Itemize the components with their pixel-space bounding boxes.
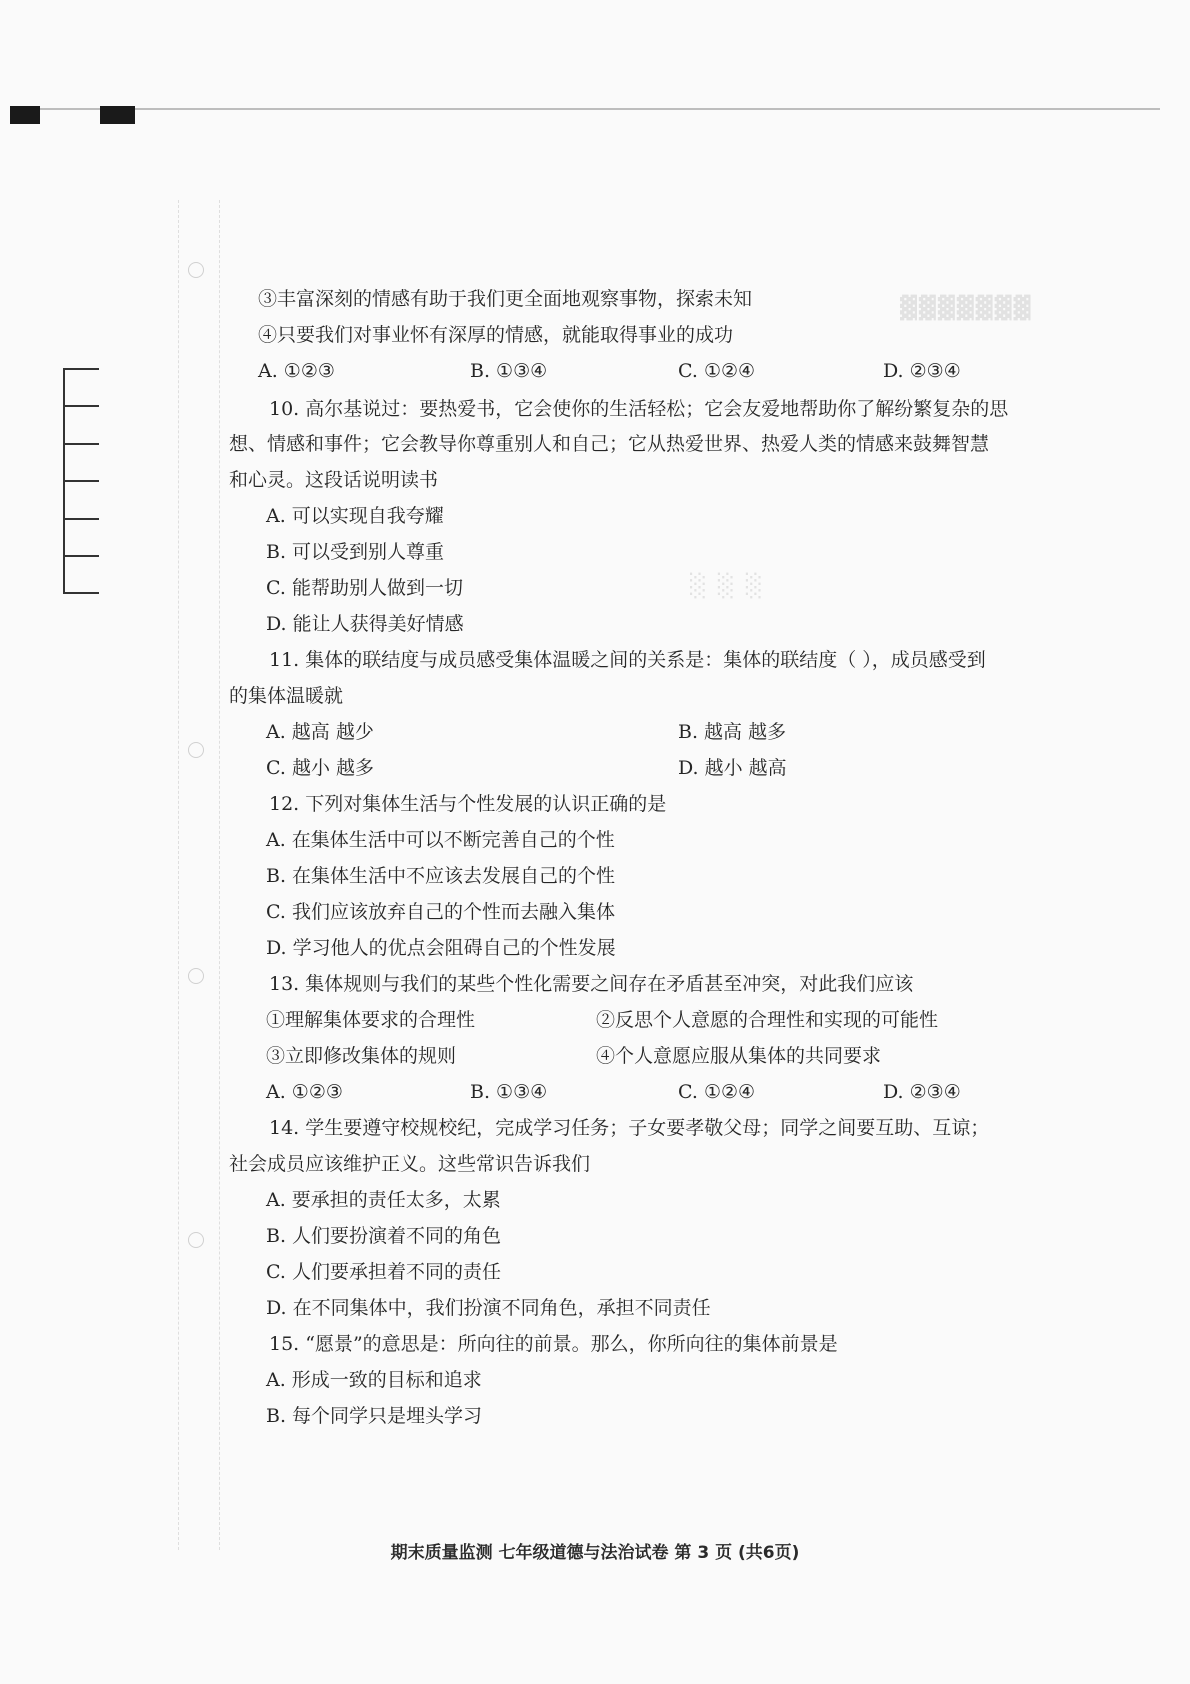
q14-choice-c: C. 人们要承担着不同的责任 <box>266 1261 501 1283</box>
q10-choice-a: A. 可以实现自我夸耀 <box>266 505 444 527</box>
q13-choice-b: B. ①③④ <box>470 1081 548 1103</box>
q10-choice-b: B. 可以受到别人尊重 <box>266 541 445 563</box>
q9-choice-b: B. ①③④ <box>470 360 548 382</box>
binding-hole <box>188 262 204 278</box>
q12-choice-b: B. 在集体生活中不应该去发展自己的个性 <box>266 865 616 887</box>
q12-choice-a: A. 在集体生活中可以不断完善自己的个性 <box>266 829 615 851</box>
q15-choice-a: A. 形成一致的目标和追求 <box>266 1369 482 1391</box>
q15-stem: 15. “愿景”的意思是：所向往的前景。那么，你所向往的集体前景是 <box>269 1333 838 1355</box>
q13-choice-c: C. ①②④ <box>678 1081 756 1103</box>
q11-stem-cont: 的集体温暖就 <box>229 685 344 707</box>
q14-choice-d: D. 在不同集体中，我们扮演不同角色，承担不同责任 <box>266 1297 711 1319</box>
q11-choice-a: A. 越高 越少 <box>266 721 374 743</box>
registration-mark-left <box>10 106 40 124</box>
q9-choice-c: C. ①②④ <box>678 360 756 382</box>
q13-option-3: ③立即修改集体的规则 <box>266 1045 457 1067</box>
q12-stem: 12. 下列对集体生活与个性发展的认识正确的是 <box>269 793 667 815</box>
binding-margin <box>178 200 220 1550</box>
q13-stem: 13. 集体规则与我们的某些个性化需要之间存在矛盾甚至冲突，对此我们应该 <box>269 973 914 995</box>
option-3-text: ③丰富深刻的情感有助于我们更全面地观察事物，探索未知 <box>258 288 753 310</box>
q13-choice-d: D. ②③④ <box>883 1081 961 1103</box>
q9-choice-a: A. ①②③ <box>258 360 335 382</box>
q14-stem: 14. 学生要遵守校规校纪，完成学习任务；子女要孝敬父母；同学之间要互助、互谅； <box>269 1117 990 1139</box>
score-box-bracket <box>63 368 99 594</box>
q11-choice-c: C. 越小 越多 <box>266 757 374 779</box>
q14-choice-a: A. 要承担的责任太多，太累 <box>266 1189 501 1211</box>
binding-hole <box>188 742 204 758</box>
scan-top-rule <box>10 108 1160 110</box>
registration-mark-right <box>100 106 135 124</box>
q14-choice-b: B. 人们要扮演着不同的角色 <box>266 1225 502 1247</box>
option-4-text: ④只要我们对事业怀有深厚的情感，就能取得事业的成功 <box>258 324 734 346</box>
q11-stem: 11. 集体的联结度与成员感受集体温暖之间的关系是：集体的联结度（ ），成员感受到 <box>269 649 986 671</box>
q10-stem: 10. 高尔基说过：要热爱书，它会使你的生活轻松；它会友爱地帮助你了解纷繁复杂的思 <box>269 398 1009 420</box>
q10-choice-d: D. 能让人获得美好情感 <box>266 613 464 635</box>
q10-choice-c: C. 能帮助别人做到一切 <box>266 577 463 599</box>
q12-choice-c: C. 我们应该放弃自己的个性而去融入集体 <box>266 901 615 923</box>
binding-hole <box>188 1232 204 1248</box>
page-footer: 期末质量监测 七年级道德与法治试卷 第 3 页 (共6页) <box>390 1543 800 1563</box>
q11-choice-b: B. 越高 越多 <box>678 721 787 743</box>
q14-stem-cont: 社会成员应该维护正义。这些常识告诉我们 <box>229 1153 591 1175</box>
q13-option-1: ①理解集体要求的合理性 <box>266 1009 476 1031</box>
q13-option-2: ②反思个人意愿的合理性和实现的可能性 <box>596 1009 939 1031</box>
bleed-through-text: ░ ░ ░ <box>690 574 765 599</box>
q15-choice-b: B. 每个同学只是埋头学习 <box>266 1405 483 1427</box>
q10-stem-end: 和心灵。这段话说明读书 <box>229 469 439 491</box>
bleed-through-text: ▓▓▓▓▓▓▓ <box>900 296 1033 321</box>
binding-hole <box>188 968 204 984</box>
q10-stem-cont: 想、情感和事件；它会教导你尊重别人和自己；它从热爱世界、热爱人类的情感来鼓舞智慧 <box>229 433 990 455</box>
q12-choice-d: D. 学习他人的优点会阻碍自己的个性发展 <box>266 937 616 959</box>
q9-choice-d: D. ②③④ <box>883 360 961 382</box>
q13-option-4: ④个人意愿应服从集体的共同要求 <box>596 1045 882 1067</box>
q11-choice-d: D. 越小 越高 <box>678 757 787 779</box>
q13-choice-a: A. ①②③ <box>266 1081 343 1103</box>
